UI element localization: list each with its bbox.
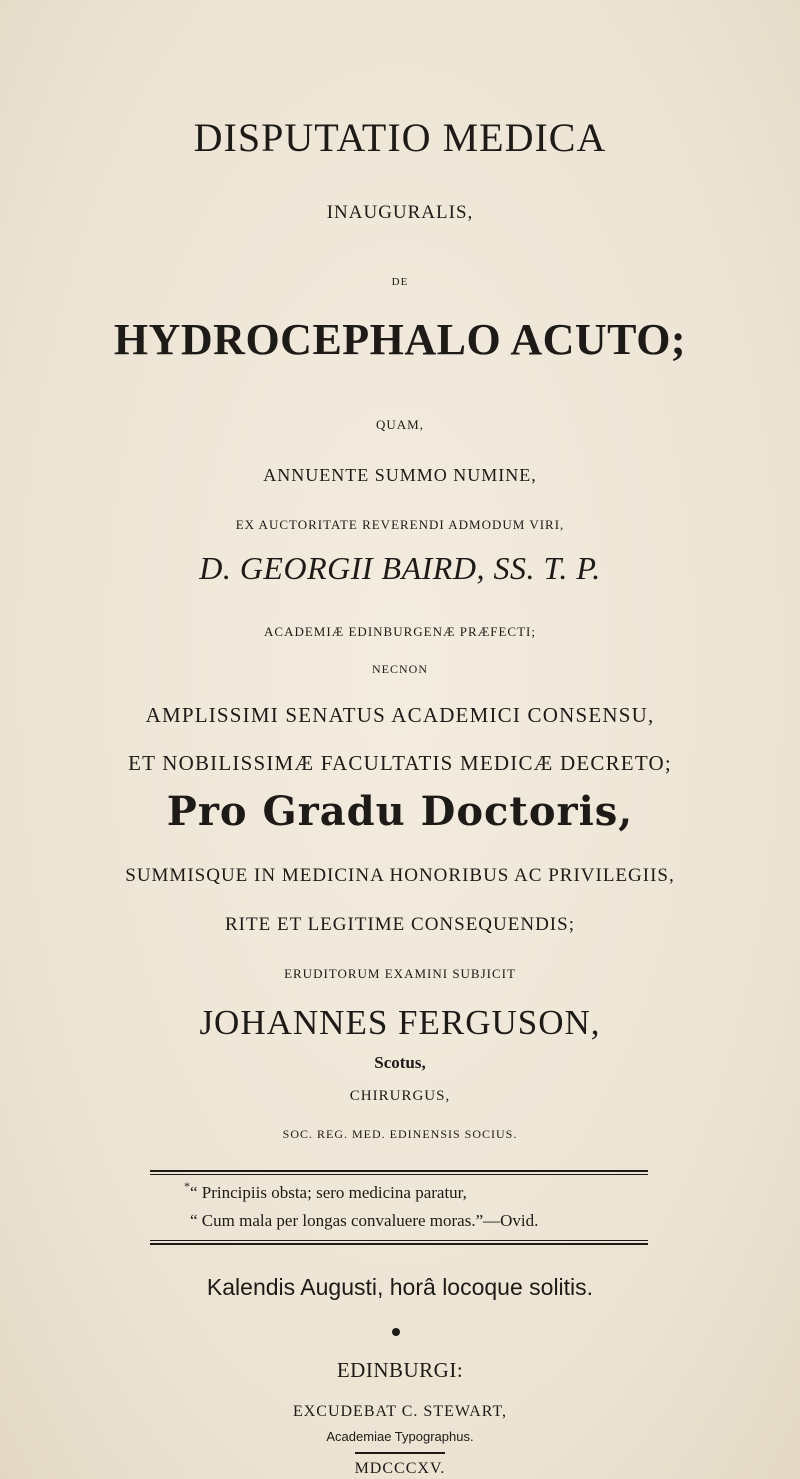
motto-line-1: “ Principiis obsta; sero medicina paratur,	[190, 1183, 467, 1202]
imprint-printer: EXCUDEBAT C. STEWART,	[292, 1403, 508, 1420]
short-rule	[355, 1452, 445, 1454]
praefect-name: D. GEORGII BAIRD, SS. T. P.	[199, 550, 601, 586]
senatus-line: AMPLISSIMI SENATUS ACADEMICI CONSENSU,	[145, 703, 655, 727]
divider-rule	[150, 1174, 648, 1175]
imprint-year: MDCCCXV.	[354, 1460, 446, 1477]
motto-line-2: “ Cum mala per longas convaluere moras.”—Ovid.	[190, 1211, 539, 1230]
de-line: DE	[391, 276, 409, 288]
eruditorum-line: ERUDITORUM EXAMINI SUBJICIT	[284, 966, 516, 981]
rite-line: RITE ET LEGITIME CONSEQUENDIS;	[225, 914, 575, 935]
dissertation-title: DISPUTATIO MEDICA	[193, 115, 607, 160]
author-name: JOHANNES FERGUSON,	[199, 1003, 601, 1042]
nationality-line: Scotus,	[374, 1053, 426, 1072]
asterisk-mark: *	[184, 1179, 190, 1193]
subject-heading: HYDROCEPHALO ACUTO;	[113, 315, 687, 364]
quam-line: QUAM,	[376, 417, 424, 432]
academiae-line: ACADEMIÆ EDINBURGENÆ PRÆFECTI;	[264, 624, 536, 639]
profession-line: CHIRURGUS,	[349, 1088, 451, 1104]
imprint-city: EDINBURGI:	[336, 1358, 464, 1382]
ornament-dot	[392, 1328, 400, 1336]
auctoritate-line: EX AUCTORITATE REVERENDI ADMODUM VIRI,	[235, 517, 565, 532]
annuente-line: ANNUENTE SUMMO NUMINE,	[263, 465, 537, 485]
imprint-role: Academiae Typographus.	[326, 1429, 474, 1444]
divider-rule	[150, 1240, 648, 1241]
facultatis-line: ET NOBILISSIMÆ FACULTATIS MEDICÆ DECRETO;	[128, 751, 672, 775]
date-line: Kalendis Augusti, horâ locoque solitis.	[206, 1274, 594, 1300]
summisque-line: SUMMISQUE IN MEDICINA HONORIBUS AC PRIVILEGIIS,	[125, 865, 675, 886]
divider-rule	[150, 1170, 648, 1172]
necnon-line: NECNON	[372, 662, 428, 676]
divider-rule	[150, 1243, 648, 1245]
inauguralis-line: INAUGURALIS,	[326, 202, 474, 223]
society-line: SOC. REG. MED. EDINENSIS SOCIUS.	[282, 1127, 518, 1141]
pro-gradu-heading: Pro Gradu Doctoris,	[166, 788, 634, 835]
